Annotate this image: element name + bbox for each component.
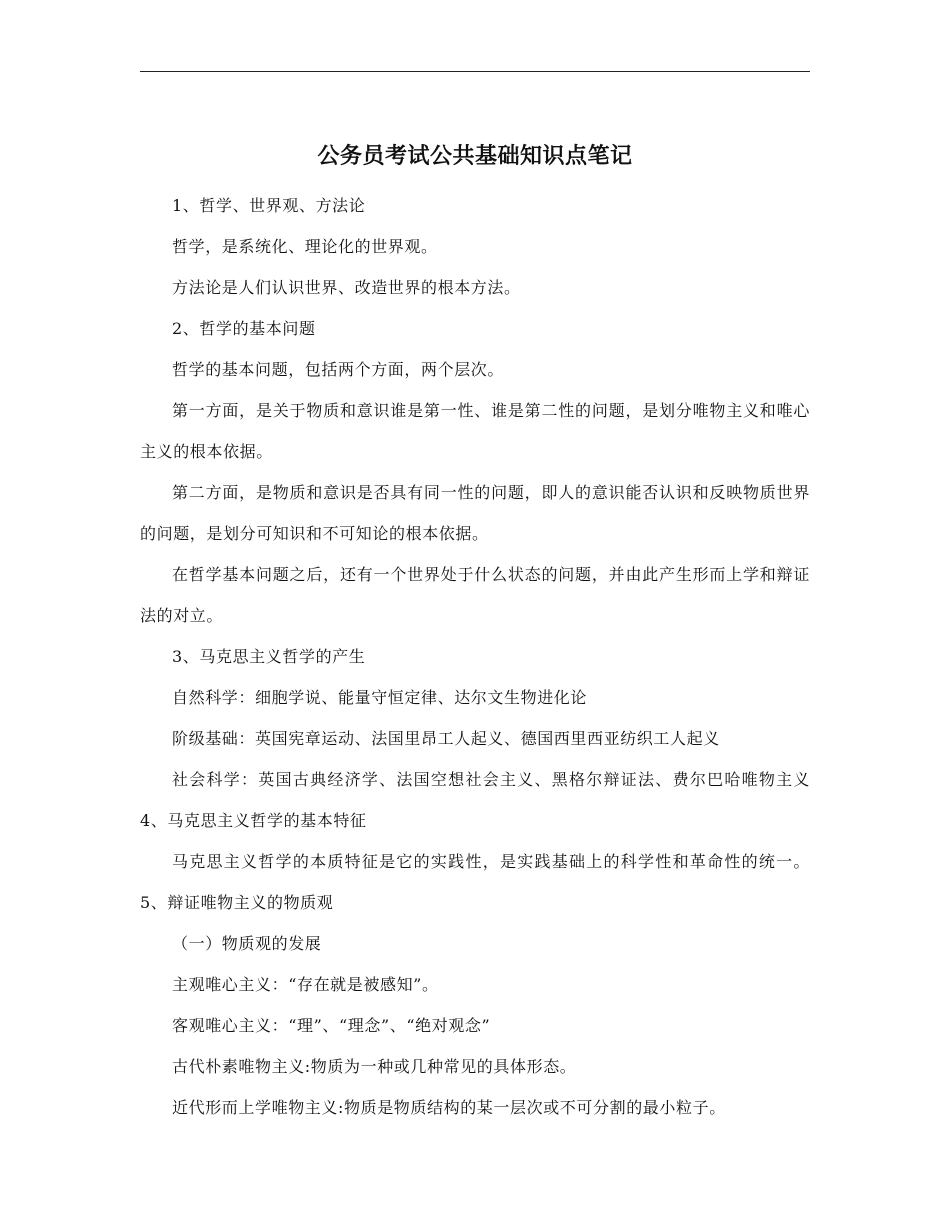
section-heading-marxism-origin: 3、马克思主义哲学的产生 <box>172 647 366 666</box>
paragraph: 近代形而上学唯物主义:物质是物质结构的某一层次或不可分割的最小粒子。 <box>172 1098 726 1117</box>
header-rule <box>140 71 810 72</box>
section-heading-philosophy: 1、哲学、世界观、方法论 <box>172 196 366 215</box>
paragraph: 社会科学：英国古典经济学、法国空想社会主义、黑格尔辩证法、费尔巴哈唯物主义 4、马克思主义哲学的基本特征 <box>140 770 810 830</box>
section-heading-basic-question: 2、哲学的基本问题 <box>172 319 316 338</box>
paragraph: 阶级基础：英国宪章运动、法国里昂工人起义、德国西里西亚纺织工人起义 <box>172 729 720 748</box>
paragraph: 马克思主义哲学的本质特征是它的实践性，是实践基础上的科学性和革命性的统一。 5、辩证唯物主义的物质观 <box>140 852 810 912</box>
paragraph: 第一方面，是关于物质和意识谁是第一性、谁是第二性的问题，是划分唯物主义和唯心主义的根本依据。 <box>140 401 810 461</box>
paragraph: 主观唯心主义：“存在就是被感知”。 <box>172 975 439 994</box>
paragraph: 客观唯心主义：“理”、“理念”、“绝对观念” <box>172 1016 491 1035</box>
paragraph: 古代朴素唯物主义:物质为一种或几种常见的具体形态。 <box>172 1057 577 1076</box>
subsection-heading: （一）物质观的发展 <box>172 934 322 953</box>
paragraph: 在哲学基本问题之后，还有一个世界处于什么状态的问题，并由此产生形而上学和辩证法的对立。 <box>140 565 810 625</box>
document-title: 公务员考试公共基础知识点笔记 <box>317 144 633 169</box>
document-body <box>140 185 810 1128</box>
paragraph: 方法论是人们认识世界、改造世界的根本方法。 <box>172 278 521 297</box>
paragraph: 自然科学：细胞学说、能量守恒定律、达尔文生物进化论 <box>172 688 588 707</box>
paragraph: 哲学的基本问题，包括两个方面，两个层次。 <box>172 360 505 379</box>
paragraph: 第二方面，是物质和意识是否具有同一性的问题，即人的意识能否认识和反映物质世界的问题，是划分可知识和不可知论的根本依据。 <box>140 483 810 543</box>
paragraph: 哲学，是系统化、理论化的世界观。 <box>172 237 438 256</box>
